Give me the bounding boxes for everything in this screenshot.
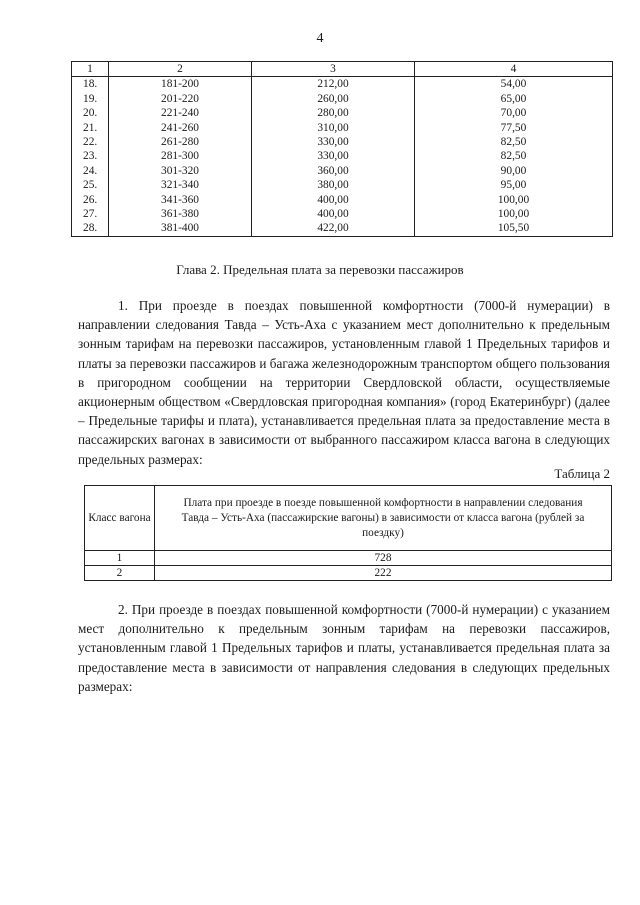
paragraph-2 [78,600,610,696]
column-header: 2 [109,62,252,77]
tariff-cell: 260,00 [252,92,415,106]
zone-range-cell: 181-200 [109,77,252,92]
row-number-cell: 22. [72,135,109,149]
tariff-cell: 422,00 [252,221,415,236]
zone-range-cell: 381-400 [109,221,252,236]
zone-range-cell: 321-340 [109,178,252,192]
tariff-cell: 330,00 [252,149,415,163]
table-row [72,207,613,221]
wagon-class-fee-table [84,485,612,581]
table-row [85,566,612,581]
fee-cell: 54,00 [415,77,613,92]
column-header: 4 [415,62,613,77]
table-row [72,77,613,92]
fee-cell: 100,00 [415,207,613,221]
paragraph-1-text: 1. При проезде в поездах повышенной комфортности (7000-й нумерации) в направлении следования Тавда – Усть-Аха с указанием мест дополнительно к предельным зонным тарифам на перевозки пассажиров, установленным главой 1 Предельных тарифов и платы за перевозки пассажиров и багажа железнодорожным транспортом общего пользования в пригородном сообщении на территории Свердловской области, осуществляемые акционерным обществом «Свердловская пригородная компания» (город Екатеринбург) (далее – Предельные тарифы и плата), устанавливается предельная плата за предоставление места в пассажирских вагонах в зависимости от выбранного пассажиром класса вагона в следующих предельных размерах: [78,298,610,467]
table-row [72,92,613,106]
zone-range-cell: 261-280 [109,135,252,149]
tariff-cell: 400,00 [252,193,415,207]
fee-cell: 95,00 [415,178,613,192]
row-number-cell: 23. [72,149,109,163]
row-number-cell: 21. [72,121,109,135]
table-row [72,106,613,120]
table-row [72,178,613,192]
row-number-cell: 24. [72,164,109,178]
table-row [72,221,613,236]
tariff-cell: 380,00 [252,178,415,192]
table-row [72,121,613,135]
table-row [72,149,613,163]
zone-range-cell: 201-220 [109,92,252,106]
tariff-cell: 360,00 [252,164,415,178]
tariff-cell: 212,00 [252,77,415,92]
fee-cell: 222 [155,566,612,581]
page-number: 4 [316,31,324,46]
row-number-cell: 20. [72,106,109,120]
table-row [72,164,613,178]
table-row [85,551,612,566]
table-row [72,193,613,207]
tariff-cell: 310,00 [252,121,415,135]
table-2-label: Таблица 2 [554,466,610,481]
fee-cell: 82,50 [415,149,613,163]
fee-cell: 100,00 [415,193,613,207]
tariff-cell: 400,00 [252,207,415,221]
row-number-cell: 26. [72,193,109,207]
table-header-row [72,62,613,77]
row-number-cell: 18. [72,77,109,92]
zone-range-cell: 281-300 [109,149,252,163]
zone-range-cell: 301-320 [109,164,252,178]
column-header: 3 [252,62,415,77]
row-number-cell: 19. [72,92,109,106]
paragraph-1 [78,296,610,469]
column-header: 1 [72,62,109,77]
row-number-cell: 25. [72,178,109,192]
table-row [72,135,613,149]
fee-cell: 82,50 [415,135,613,149]
wagon-class-cell: 1 [85,551,155,566]
zone-range-cell: 241-260 [109,121,252,135]
table-header-row [85,486,612,551]
header-fee: Плата при проезде в поезде повышенной комфортности в направлении следования Тавда – Усть-Аха (пассажирские вагоны) в зависимости от класса вагона (рублей за поездку) [155,486,612,551]
zone-range-cell: 221-240 [109,106,252,120]
zone-range-cell: 361-380 [109,207,252,221]
fee-cell: 105,50 [415,221,613,236]
header-wagon-class: Класс вагона [85,486,155,551]
tariff-cell: 330,00 [252,135,415,149]
row-number-cell: 27. [72,207,109,221]
wagon-class-cell: 2 [85,566,155,581]
tariff-table [71,61,613,237]
tariff-cell: 280,00 [252,106,415,120]
chapter-title: Глава 2. Предельная плата за перевозки пассажиров [176,262,464,277]
fee-cell: 70,00 [415,106,613,120]
row-number-cell: 28. [72,221,109,236]
fee-cell: 90,00 [415,164,613,178]
paragraph-2-text: 2. При проезде в поездах повышенной комфортности (7000-й нумерации) с указанием мест дополнительно к предельным зонным тарифам на перевозки пассажиров, установленным главой 1 Предельных тарифов и платы, устанавливается предельная плата за предоставление места в зависимости от направления следования в следующих предельных размерах: [78,602,610,694]
fee-cell: 77,50 [415,121,613,135]
zone-range-cell: 341-360 [109,193,252,207]
fee-cell: 65,00 [415,92,613,106]
fee-cell: 728 [155,551,612,566]
